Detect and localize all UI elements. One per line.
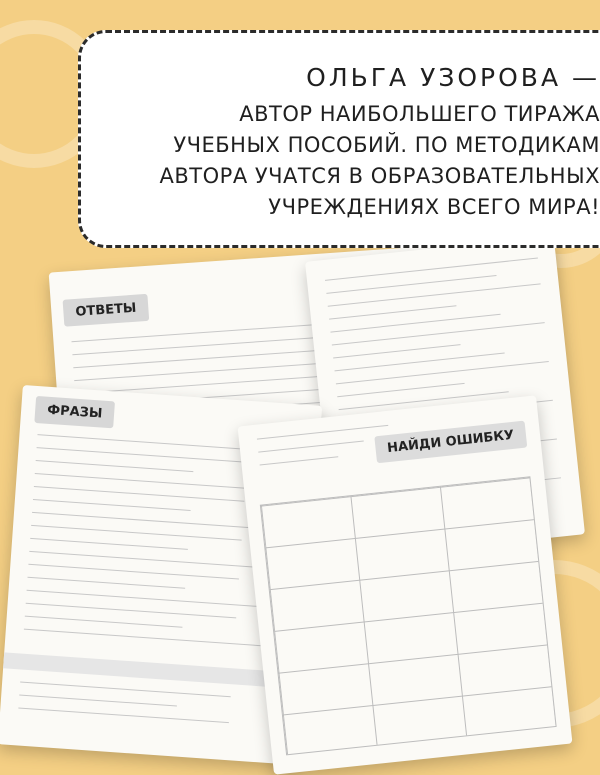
banner-line: УЧЕБНЫХ ПОСОБИЙ. ПО МЕТОДИКАМ (173, 133, 600, 157)
error-tag: НАЙДИ ОШИБКУ (374, 421, 527, 464)
phrases-bottom-lines (18, 682, 284, 739)
answers-tag: ОТВЕТЫ (63, 294, 150, 327)
error-instruction-lines (257, 425, 392, 478)
author-name: ОЛЬГА УЗОРОВА — (306, 63, 600, 92)
banner-line: УЧРЕЖДЕНИЯХ ВСЕГО МИРА! (268, 195, 600, 219)
banner-line: АВТОРА УЧАТСЯ В ОБРАЗОВАТЕЛЬНЫХ (159, 164, 600, 188)
phrases-tag: ФРАЗЫ (34, 396, 115, 428)
quote-banner (78, 30, 600, 248)
error-page (238, 395, 573, 774)
banner-line: АВТОР НАИБОЛЬШЕГО ТИРАЖА (239, 102, 600, 126)
word-grid (260, 476, 557, 755)
